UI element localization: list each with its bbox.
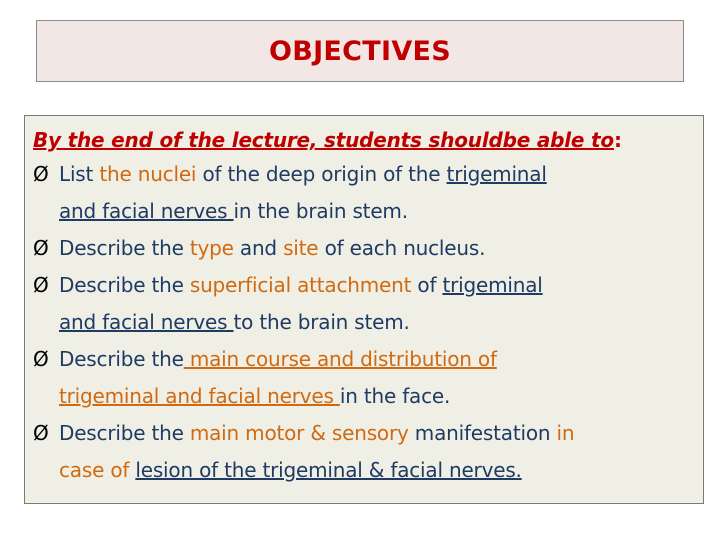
objective-text: of each nucleus.	[318, 236, 486, 260]
objective-continuation	[59, 193, 697, 230]
objective-text: and	[233, 236, 284, 260]
objectives-panel	[24, 115, 704, 504]
objective-text: the nuclei	[99, 162, 197, 186]
objective-text: and facial nerves	[59, 199, 234, 223]
arrow-bullet-icon: Ø	[33, 347, 49, 371]
objective-text: main course and distribution of	[183, 347, 497, 371]
page-title: OBJECTIVES	[268, 35, 452, 67]
intro-line	[33, 124, 697, 156]
objective-text: to the brain stem.	[233, 310, 410, 334]
objective-text: of	[411, 273, 443, 297]
objective-item	[33, 341, 697, 415]
objective-item	[33, 415, 697, 489]
arrow-bullet-icon: Ø	[33, 162, 49, 186]
objective-text: List	[59, 162, 94, 186]
objective-text: in the brain stem.	[233, 199, 408, 223]
objective-text: Describe the	[59, 236, 190, 260]
objective-continuation	[59, 304, 697, 341]
objective-item	[33, 156, 697, 230]
objective-text: type	[189, 236, 234, 260]
objective-item	[33, 230, 697, 267]
objective-text: main motor & sensory	[189, 421, 409, 445]
objective-continuation	[59, 452, 697, 489]
objective-text: trigeminal	[446, 162, 547, 186]
objectives-list	[33, 156, 697, 489]
objective-text: in the face.	[339, 384, 451, 408]
objective-text: case of	[59, 458, 136, 482]
objective-text: in	[550, 421, 575, 445]
objective-text: Describe the	[59, 421, 190, 445]
objective-text: and facial nerves	[59, 310, 234, 334]
objective-text: superficial attachment	[189, 273, 412, 297]
objective-item	[33, 267, 697, 341]
intro-colon: :	[613, 128, 622, 152]
arrow-bullet-icon: Ø	[33, 273, 49, 297]
intro-lead: By the end of the lecture, students shouldbe able to	[33, 128, 614, 152]
objective-text: trigeminal and facial nerves	[59, 384, 340, 408]
objective-text: site	[283, 236, 319, 260]
objective-continuation	[59, 378, 697, 415]
arrow-bullet-icon: Ø	[33, 236, 49, 260]
objective-text: of the deep origin of the	[196, 162, 447, 186]
objective-text: lesion of the trigeminal & facial nerves.	[135, 458, 522, 482]
objective-text: Describe the	[59, 273, 190, 297]
objective-text: Describe the	[59, 347, 184, 371]
title-banner	[36, 20, 684, 82]
objective-text: trigeminal	[442, 273, 543, 297]
arrow-bullet-icon: Ø	[33, 421, 49, 445]
objective-text: manifestation	[414, 421, 551, 445]
